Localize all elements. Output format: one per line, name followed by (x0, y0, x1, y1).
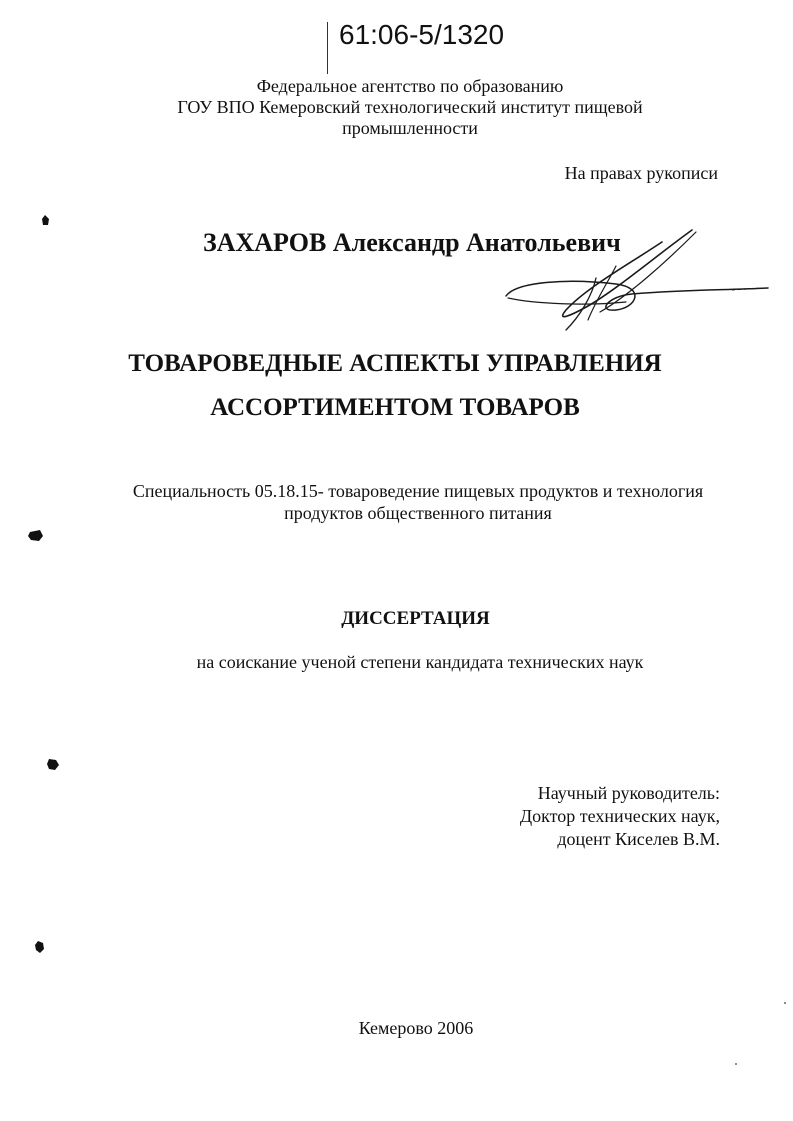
dissertation-title (100, 342, 690, 430)
degree-statement: на соискание ученой степени кандидата технических наук (196, 652, 644, 672)
manuscript-rights-note: На правах рукописи (564, 163, 718, 183)
agency-line: ГОУ ВПО Кемеровский технологический институт пищевой (177, 97, 643, 117)
scan-speck (735, 1063, 737, 1065)
punch-hole-mark (44, 756, 62, 772)
scientific-advisor (460, 782, 720, 851)
author-signature (496, 226, 772, 336)
agency-line: промышленности (342, 118, 478, 138)
city-year: Кемерово 2006 (358, 1018, 474, 1038)
advisor-degree: Доктор технических наук, (519, 806, 720, 826)
advisor-role: Научный руководитель: (537, 783, 720, 803)
stamp-bar (327, 22, 328, 74)
advisor-name: доцент Киселев В.М. (557, 829, 720, 849)
scan-speck (784, 1002, 786, 1004)
punch-hole-mark (38, 213, 56, 229)
specialty-line: Специальность 05.18.15- товароведение пищевых продуктов и технология (132, 481, 704, 501)
author-name: ЗАХАРОВ Александр Анатольевич (203, 228, 621, 257)
archive-stamp-code: 61:06-5/1320 (339, 19, 505, 50)
title-line: ТОВАРОВЕДНЫЕ АСПЕКТЫ УПРАВЛЕНИЯ (128, 350, 662, 377)
specialty (100, 480, 736, 524)
specialty-line: продуктов общественного питания (284, 503, 552, 523)
agency-line: Федеральное агентство по образованию (256, 76, 564, 96)
punch-hole-mark (32, 939, 50, 955)
agency-header (150, 76, 670, 139)
punch-hole-mark (26, 528, 44, 544)
title-line: АССОРТИМЕНТОМ ТОВАРОВ (210, 394, 580, 421)
document-type: ДИССЕРТАЦИЯ (341, 608, 490, 629)
